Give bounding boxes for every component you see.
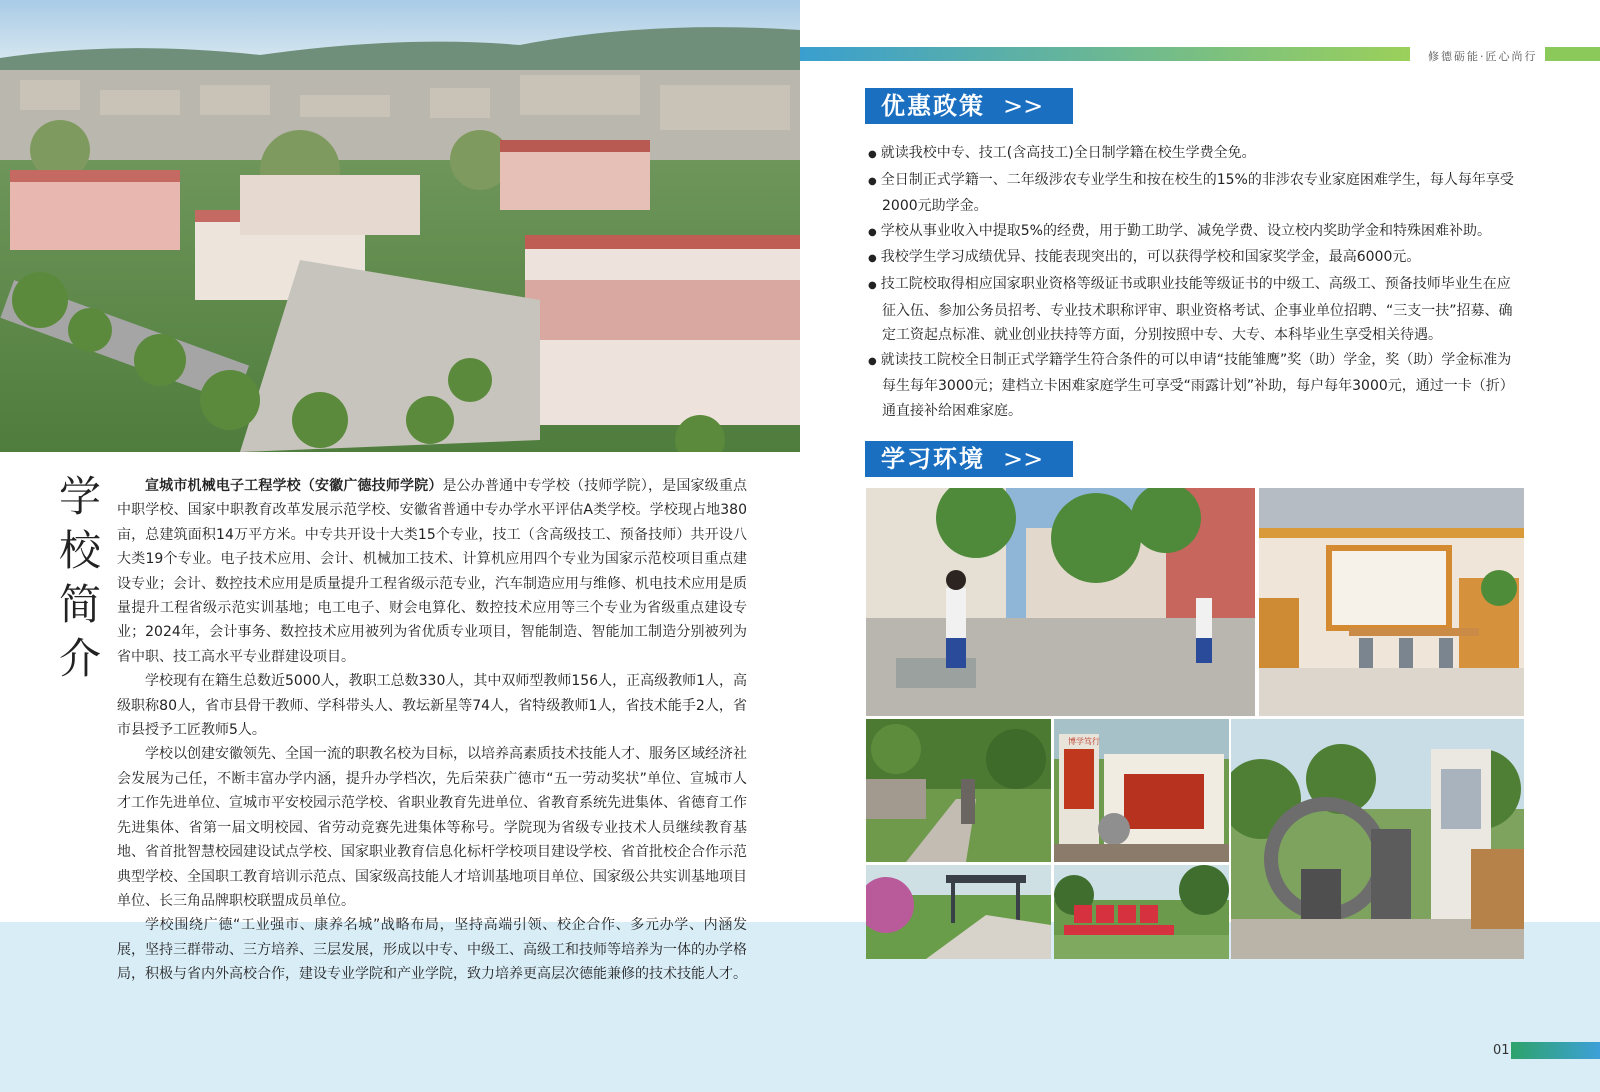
header-gradient-bar <box>800 47 1410 61</box>
environment-section-title <box>865 441 1073 477</box>
policy-item: ● 技工院校取得相应国家职业资格等级证书或职业技能等级证书的中级工、高级工、预备技师毕业生在应征入伍、参加公务员招考、专业技术职称评审、职业资格考试、企事业单位招聘、“三支一扶”招募、确定工资起点标准、就业创业扶持等方面，分别按照中专、大专、本科毕业生享受相关待遇。 <box>868 272 1518 348</box>
page-number: 01 <box>1493 1043 1510 1058</box>
photo-students-reading-courtyard <box>866 488 1255 716</box>
intro-paragraph: 学校围绕广德“工业强市、康养名城”战略布局，坚持高端引领、校企合作、多元办学、内涵发展，坚持三群带动、三方培养、三层发展，形成以中专、中级工、高级工和技师等培养为一体的办学格局，积极与省内外高校合作，建设专业学院和产业学院，致力培养更高层次德能兼修的技术技能人才。 <box>117 917 747 983</box>
policy-item: ● 全日制正式学籍一、二年级涉农专业学生和按在校生的15%的非涉农专业家庭困难学生，每人每年享受2000元助学金。 <box>868 168 1518 219</box>
policy-section-title <box>865 88 1073 124</box>
intro-vertical-heading <box>50 470 110 686</box>
photo-reading-room <box>1259 488 1524 716</box>
campus-aerial-photo <box>0 0 800 452</box>
photo-campus-path-statue <box>866 719 1051 862</box>
policy-title-arrows: >> <box>1003 92 1044 120</box>
school-name: 宣城市机械电子工程学校（安徽广德技师学院） <box>145 478 443 494</box>
intro-paragraph <box>117 474 747 669</box>
policy-item: ● 我校学生学习成绩优异、技能表现突出的，可以获得学校和国家奖学金，最高6000元。 <box>868 245 1518 272</box>
photo-sculpture-garden <box>1231 719 1524 959</box>
page-number-bar <box>1511 1042 1600 1059</box>
intro-heading-char: 简 <box>58 580 101 629</box>
intro-paragraph-1-text: 是公办普通中专学校（技师学院），是国家级重点中职学校、国家中职教育改革发展示范学校、安徽省普通中专办学水平评估A类学校。学校现占地380亩，总建筑面积14万平方米。中专共开设十大类15个专业，技工（含高级技工、预备技师）共开设八大类19个专业。电子技术应用、会计、机械加工技术、计算机应用四个专业为国家示范校项目重点建设专业；会计、数控技术应用是质量提升工程省级示范专业，汽车制造应用与维修、机电技术应用是质量提升工程省级示范实训基地；电工电子、财会电算化、数控技术应用等三个专业为省级重点建设专业；2024年，会计事务、数控技术应用被列为省优质专业项目，智能制造、智能加工制造分别被列为省中职、技工高水平专业群建设项目。 <box>117 478 747 665</box>
environment-title-arrows: >> <box>1003 445 1044 473</box>
intro-heading-char: 介 <box>58 634 101 683</box>
intro-heading-char: 学 <box>58 472 101 521</box>
policy-list <box>868 141 1518 424</box>
culture-wall-label: 博学笃行 <box>1068 737 1100 746</box>
intro-paragraph: 学校现有在籍生总数近5000人，教职工总数330人，其中双师型教师156人，正高级教师1人，高级职称80人，省市县骨干教师、学科带头人、教坛新星等74人，省特级教师1人，省技术能手2人，省市县授予工匠教师5人。 <box>117 673 747 739</box>
header-green-bar <box>1545 47 1600 61</box>
school-motto: 修德砺能·匠心尚行 <box>1428 50 1538 63</box>
photo-pavilion-walkway <box>866 865 1051 959</box>
policy-item: ● 就读我校中专、技工(含高技工)全日制学籍在校生学费全免。 <box>868 141 1518 168</box>
policy-item: ● 学校从事业收入中提取5%的经费，用于勤工助学、减免学费、设立校内奖助学金和特殊困难补助。 <box>868 219 1518 246</box>
policy-item: ● 就读技工院校全日制正式学籍学生符合条件的可以申请“技能雏鹰”奖（助）学金，奖（助）学金标准为每生每年3000元；建档立卡困难家庭学生可享受“雨露计划”补助，每户每年3000元，通过一卡（折）通直接补给困难家庭。 <box>868 348 1518 424</box>
policy-title-text: 优惠政策 <box>881 92 985 120</box>
school-intro-text <box>117 474 747 987</box>
environment-title-text: 学习环境 <box>881 445 985 473</box>
photo-culture-wall <box>1054 719 1229 862</box>
intro-heading-char: 校 <box>58 526 101 575</box>
photo-red-sign-garden <box>1054 865 1229 959</box>
intro-paragraph: 学校以创建安徽领先、全国一流的职教名校为目标，以培养高素质技术技能人才、服务区域经济社会发展为己任，不断丰富办学内涵，提升办学档次，先后荣获广德市“五一劳动奖状”单位、宣城市人才工作先进单位、宣城市平安校园示范学校、省职业教育先进单位、省教育系统先进集体、省德育工作先进集体、省第一届文明校园、省劳动竞赛先进集体等称号。学院现为省级专业技术人员继续教育基地、省首批智慧校园建设试点学校、国家职业教育信息化标杆学校项目建设学校、省首批校企合作示范典型学校、全国职工教育培训示范点、国家级高技能人才培训基地项目单位、国家级公共实训基地项目单位、长三角品牌职校联盟成员单位。 <box>117 746 747 909</box>
